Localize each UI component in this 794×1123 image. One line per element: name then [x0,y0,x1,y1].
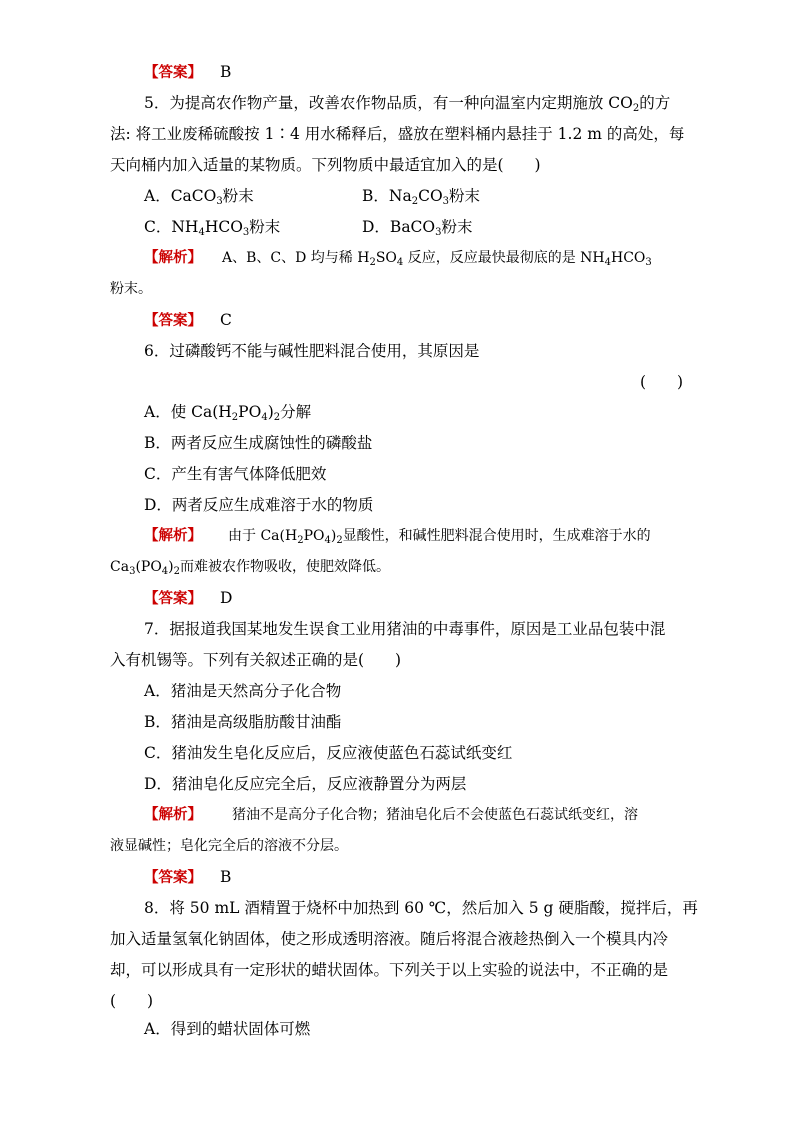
document-page: 【答案】 B 5．为提高农作物产量，改善农作物品质，有一种向温室内定期施放 $CO_2$的方 法: 将工业废稀硫酸按 1∶4 用水稀释后，盛放在塑料桶内悬挂于 1.2 m 的高处，每 天向桶内加入适量的某物质。下列物质中最适宜加入的是( ) A．CaCO$_3$粉末 B．$Na_2CO_3$粉末 C．$NH_4HCO_3$粉末 D．BaCO$_3$粉末 【解析】 A、B、C、D 均与稀 $H_2SO_4$ 反应，反应最快最彻底的是 $NH_4HCO_3$ 粉末。 【答案】 C 6．过磷酸钙不能与碱性肥料混合使用，其原因是 ( ) A．使 $Ca(H_2PO_4)_2$分解 B．两者反应生成腐蚀性的磷酸盐 C．产生有害气体降低肥效 D．两者反应生成难溶于水的物质 【解析】 由于 $Ca(H_2PO_4)_2$显酸性，和碱性肥料混合使用时，生成难溶于水的 $Ca_3(PO_4)_2$而难被农作物吸收，使肥效降低。 【答案】 D 7．据报道我国某地发生误食工业用猪油的中毒事件，原因是工业品包装中混 入有机锡等。下列有关叙述正确的是( ) A．猪油是天然高分子化合物 B．猪油是高级脂肪酸甘油酯 C．猪油发生皂化反应后，反应液使蓝色石蕊试纸变红 D．猪油皂化反应完全后，反应液静置分为两层 【解析】 猪油不是高分子化合物；猪油皂化后不会使蓝色石蕊试纸变红，溶 液显碱性；皂化完全后的溶液不分层。 【答案】 B 8．将 50 mL 酒精置于烧杯中加热到 60 ℃，然后加入 5 g 硬脂酸，搅拌后，再 加入适量氢氧化钠固体，使之形成透明溶液。随后将混合液趁热倒入一个模具内冷 却，可以形成具有一定形状的蜡状固体。下列关于以上实验的说法中，不正确的是 ( ) A．得到的蜡状固体可燃 [110,63,698,1038]
answer-value: D [220,589,233,607]
explanation-label: 【解析】 [144,807,202,823]
q5-option-c: C．$NH_4HCO_3$粉末 [144,218,281,238]
answer-value: B [220,63,232,81]
explanation-label: 【解析】 [144,250,202,266]
explanation-label: 【解析】 [144,528,202,544]
answer-label: 【答案】 D [144,589,233,607]
q5-option-d: D．BaCO$_3$粉末 [362,218,473,238]
answer-label: 【答案】 B [144,63,232,81]
answer-label: 【答案】 C [144,311,232,329]
q5-option-b: B．$Na_2CO_3$粉末 [362,187,481,207]
answer-label: 【答案】 B [144,868,232,886]
answer-value: C [220,311,232,329]
q5-option-a: A．CaCO$_3$粉末 [144,187,254,207]
answer-value: B [220,868,232,886]
